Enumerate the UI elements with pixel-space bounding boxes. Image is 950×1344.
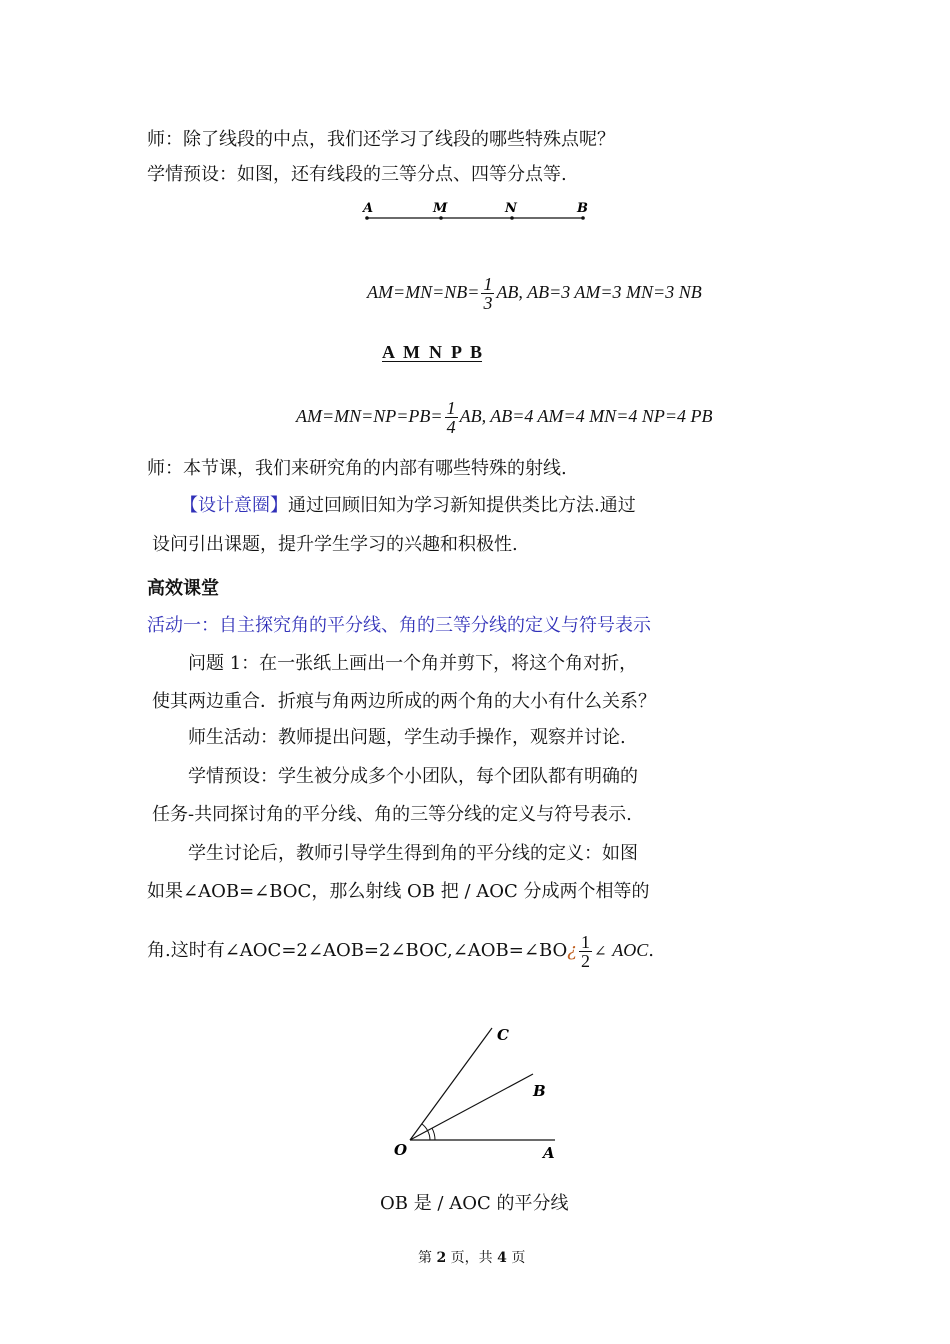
point-label: M <box>433 201 448 216</box>
design-intent-line2: 设问引出课题，提升学生学习的兴趣和积极性. <box>152 534 518 555</box>
total-pages: 4 <box>497 1250 507 1266</box>
vertex-label-c: C <box>497 1026 509 1044</box>
fraction-one-third: $\frac{1}{3}$ <box>483 274 493 314</box>
segment-quarters-label: A M N P B <box>382 342 483 362</box>
point-label: A <box>363 201 374 216</box>
question1-line2: 使其两边重合．折痕与角两边所成的两个角的大小有什么关系？ <box>152 691 656 712</box>
figure-caption: OB 是 / AOC 的平分线 <box>380 1193 569 1214</box>
preset-text: 学情预设：如图，还有线段的三等分点、四等分点等. <box>147 164 567 185</box>
eq2-right: AB, AB=4 AM=4 MN=4 NP=4 PB <box>459 406 713 426</box>
point-label: N <box>505 201 517 216</box>
section-title: 高效课堂 <box>147 578 219 599</box>
discussion-line3: 角.这时有∠AOC=2∠AOB=2∠BOC,∠AOB=∠BO¿ $\frac{1}{2}$ ∠ AOC. <box>147 931 654 971</box>
current-page: 2 <box>436 1250 447 1266</box>
design-intent-tag: 【设计意圈】 <box>180 495 288 516</box>
fraction-one-half: $\frac{1}{2}$ <box>580 931 590 971</box>
activity-title: 活动一：自主探究角的平分线、角的三等分线的定义与符号表示 <box>147 615 651 636</box>
vertex-label-a: A <box>543 1144 555 1162</box>
teacher-question: 师：除了线段的中点，我们还学习了线段的哪些特殊点呢？ <box>147 129 615 150</box>
equation-thirds <box>367 272 702 312</box>
equation-quarters <box>296 396 712 436</box>
preset2-line1: 学情预设：学生被分成多个小团队，每个团队都有明确的 <box>188 766 638 787</box>
question1-line1: 问题 1：在一张纸上画出一个角并剪下，将这个角对折， <box>188 653 638 674</box>
activity-desc: 师生活动：教师提出问题，学生动手操作，观察并讨论. <box>188 727 626 748</box>
angle-bisector-figure <box>380 1018 580 1168</box>
segment-thirds-figure <box>355 198 595 228</box>
fraction-one-quarter: $\frac{1}{4}$ <box>446 398 456 438</box>
eq1-left: AM=MN=NB= <box>367 282 480 302</box>
vertex-label-o: O <box>394 1141 408 1159</box>
page-footer: 第 2 页，共 4 页 <box>418 1250 526 1266</box>
preset2-line2: 任务-共同探讨角的平分线、角的三等分线的定义与符号表示. <box>152 804 632 825</box>
discussion-line2: 如果∠AOB=∠BOC，那么射线 OB 把 / AOC 分成两个相等的 <box>147 881 650 902</box>
eq2-left: AM=MN=NP=PB= <box>296 406 443 426</box>
teacher-topic: 师：本节课，我们来研究角的内部有哪些特殊的射线. <box>147 458 567 479</box>
design-intent-line1: 【设计意圈】通过回顾旧知为学习新知提供类比方法.通过 <box>180 495 636 516</box>
discussion-line1: 学生讨论后，教师引导学生得到角的平分线的定义：如图 <box>188 843 638 864</box>
point-label: B <box>577 201 588 216</box>
eq1-right: AB, AB=3 AM=3 MN=3 NB <box>496 282 702 302</box>
vertex-label-b: B <box>533 1082 546 1100</box>
